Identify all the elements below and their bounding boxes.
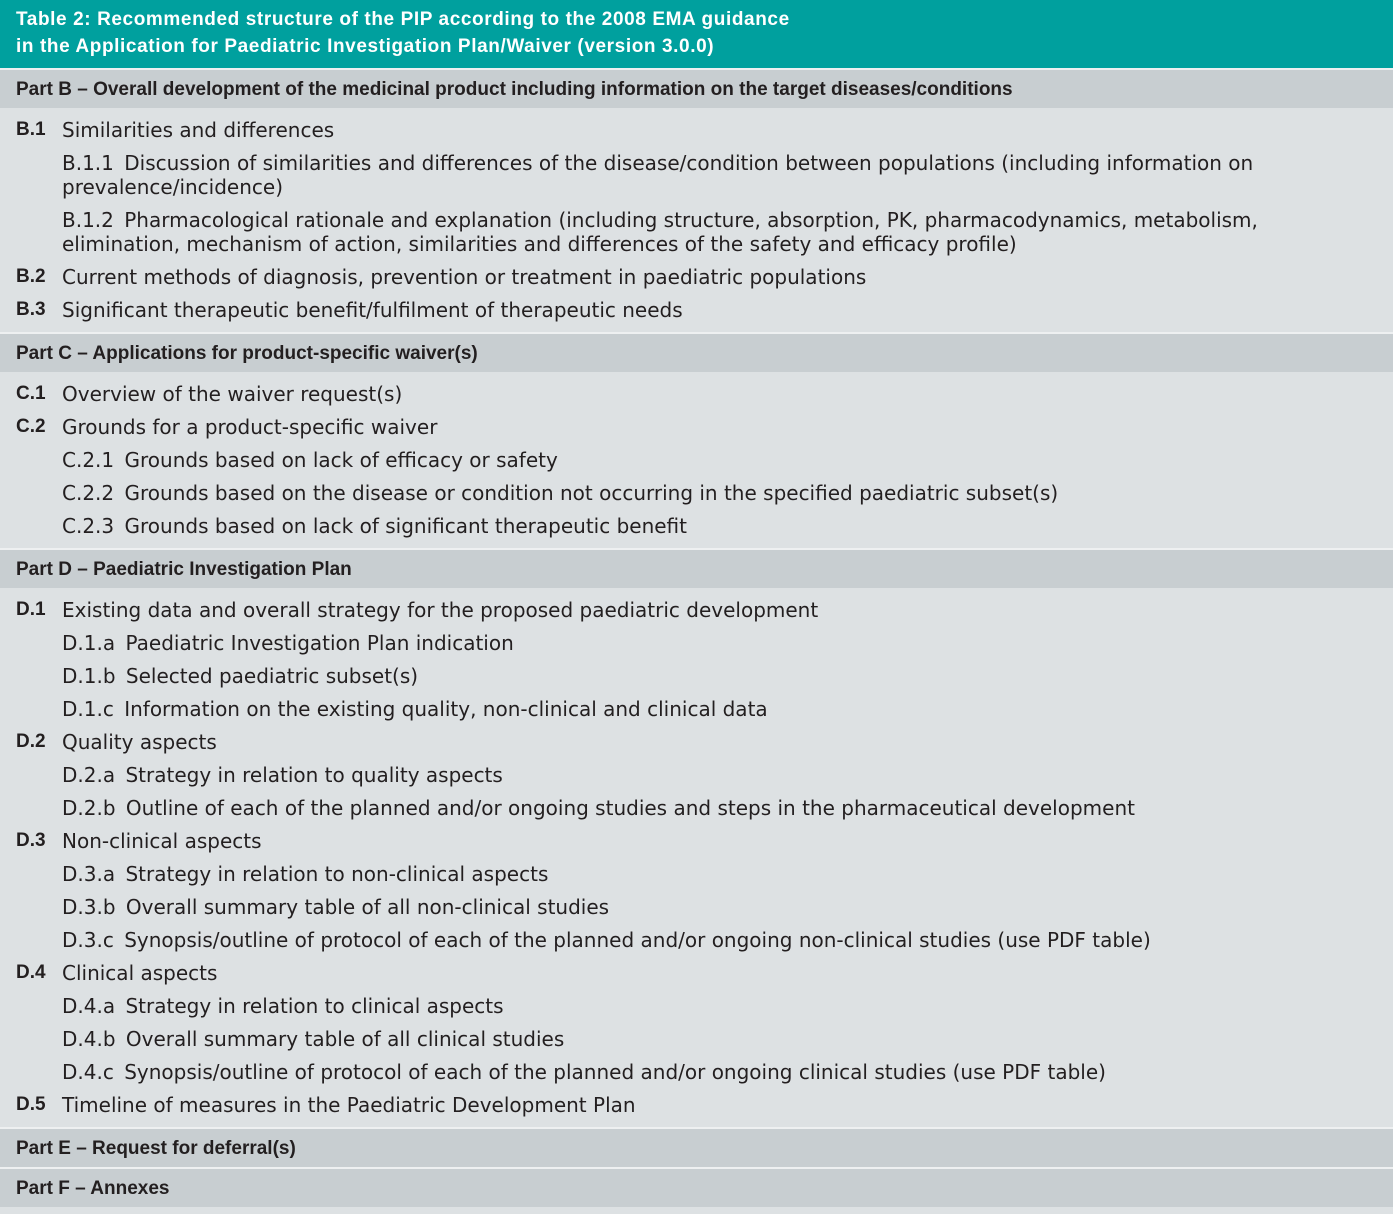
item-d2 [0,725,1393,758]
subitem-label: Paediatric Investigation Plan indication [125,630,514,655]
subitem-label: Outline of each of the planned and/or ongoing studies and steps in the pharmaceutical development [125,795,1135,820]
subitem-label: Strategy in relation to clinical aspects [125,993,504,1018]
item-code: D.3 [16,829,46,851]
item-c2 [0,410,1393,443]
subitem-d4a [0,989,1393,1022]
subitem-d3c [0,923,1393,956]
item-d1 [0,593,1393,626]
part-e-header: Part E – Request for deferral(s) [0,1127,1393,1167]
subitem-c23 [0,509,1393,542]
item-label: Clinical aspects [62,960,218,985]
item-label: Timeline of measures in the Paediatric Development Plan [62,1092,636,1117]
subitem-d4c [0,1055,1393,1088]
subitem-code: D.3.c [62,927,114,952]
subitem-c21 [0,443,1393,476]
part-b-items [0,108,1393,332]
part-f-header: Part F – Annexes [0,1167,1393,1207]
subitem-d1c [0,692,1393,725]
table-title-line-1: Table 2: Recommended structure of the PIP according to the 2008 EMA guidance [16,9,790,30]
item-b3 [0,293,1393,326]
subitem-c22 [0,476,1393,509]
subitem-code: D.3.a [62,861,116,886]
item-code: C.2 [16,415,46,437]
subitem-label: Pharmacological rationale and explanation (including structure, absorption, PK, pharmacodynamics, metabolism, elimination, mechanism of action, similarities and differences of the safety and efficacy profile) [62,207,1258,256]
subitem-code: D.1.c [62,696,114,721]
subitem-label: Strategy in relation to non-clinical aspects [125,861,549,886]
item-code: D.2 [16,730,46,752]
item-b1 [0,113,1393,146]
subitem-d1b [0,659,1393,692]
subitem-label: Overall summary table of all clinical studies [125,1026,565,1051]
subitem-label: Grounds based on lack of efficacy or safety [124,447,558,472]
subitem-code: D.2.a [62,762,116,787]
item-d5 [0,1088,1393,1121]
subitem-d4b [0,1022,1393,1055]
item-b2 [0,260,1393,293]
item-d3 [0,824,1393,857]
subitem-d2a [0,758,1393,791]
subitem-label: Grounds based on lack of significant therapeutic benefit [124,513,687,538]
item-code: B.1 [16,118,46,140]
item-label: Grounds for a product-specific waiver [62,414,438,439]
subitem-code: D.2.b [62,795,116,820]
subitem-b11 [0,146,1393,203]
part-d-header: Part D – Paediatric Investigation Plan [0,548,1393,588]
subitem-code: C.2.3 [62,513,115,538]
item-code: B.2 [16,265,46,287]
subitem-label: Discussion of similarities and differences of the disease/condition between populations (including information on prevalence/incidence) [62,150,1254,199]
subitem-label: Synopsis/outline of protocol of each of the planned and/or ongoing non-clinical studies (use PDF table) [124,927,1151,952]
subitem-code: D.4.a [62,993,116,1018]
item-code: D.1 [16,598,46,620]
item-label: Overview of the waiver request(s) [62,381,403,406]
subitem-code: D.1.a [62,630,116,655]
subitem-code: D.3.b [62,894,116,919]
subitem-d2b [0,791,1393,824]
item-code: D.5 [16,1093,46,1115]
subitem-label: Strategy in relation to quality aspects [125,762,503,787]
table-title [0,0,1393,68]
subitem-d3a [0,857,1393,890]
part-d-items [0,588,1393,1127]
subitem-label: Synopsis/outline of protocol of each of the planned and/or ongoing clinical studies (use PDF table) [124,1059,1106,1084]
subitem-code: C.2.1 [62,447,115,472]
subitem-code: D.1.b [62,663,116,688]
subitem-code: D.4.c [62,1059,114,1084]
subitem-b12 [0,203,1393,260]
subitem-code: D.4.b [62,1026,116,1051]
item-code: B.3 [16,298,46,320]
subitem-label: Selected paediatric subset(s) [125,663,419,688]
item-label: Quality aspects [62,729,217,754]
item-code: D.4 [16,961,46,983]
item-label: Significant therapeutic benefit/fulfilment of therapeutic needs [62,297,683,322]
subitem-label: Overall summary table of all non-clinical studies [125,894,610,919]
subitem-code: B.1.2 [62,207,114,232]
item-label: Similarities and differences [62,117,335,142]
part-c-items [0,372,1393,548]
item-label: Non-clinical aspects [62,828,262,853]
subitem-d3b [0,890,1393,923]
part-c-header: Part C – Applications for product-specific waiver(s) [0,332,1393,372]
subitem-d1a [0,626,1393,659]
item-code: C.1 [16,382,46,404]
subitem-label: Information on the existing quality, non-clinical and clinical data [124,696,768,721]
item-label: Existing data and overall strategy for the proposed paediatric development [62,597,819,622]
table-title-line-2: in the Application for Paediatric Investigation Plan/Waiver (version 3.0.0) [16,36,715,57]
subitem-code: C.2.2 [62,480,115,505]
subitem-label: Grounds based on the disease or condition not occurring in the specified paediatric subset(s) [124,480,1059,505]
subitem-code: B.1.1 [62,150,114,175]
item-label: Current methods of diagnosis, prevention or treatment in paediatric populations [62,264,867,289]
item-c1 [0,377,1393,410]
item-d4 [0,956,1393,989]
part-b-header: Part B – Overall development of the medicinal product including information on the target diseases/conditions [0,68,1393,108]
